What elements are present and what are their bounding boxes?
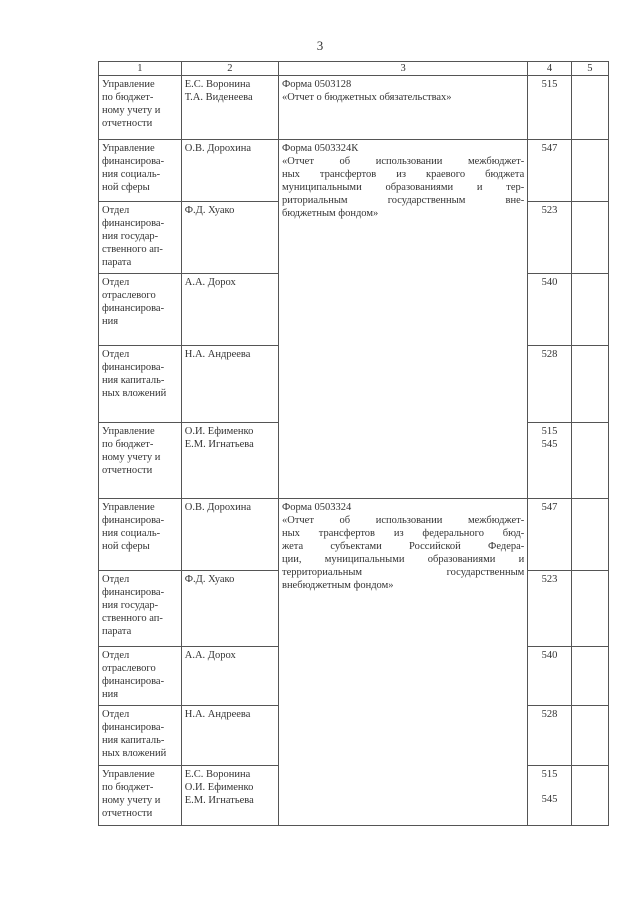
page-number: 3 [316,38,324,53]
responsible-persons-cell: А.А. Дорох [181,647,278,706]
report-form-cell [278,140,527,499]
responsible-persons-cell: Ф.Д. Хуако [181,202,278,274]
report-form-cell [278,499,527,826]
responsible-persons-cell: Н.А. Андреева [181,346,278,423]
report-form-cell [278,76,527,140]
department-cell: Управление по бюджет- ному учету и отчетности [99,76,182,140]
form-description-line: жета субъектами Российской Федера- [281,541,525,552]
empty-cell [571,140,608,202]
code-cell: 515 545 [528,423,571,499]
empty-cell [571,499,608,571]
department-cell: Отдел финансирова- ния капиталь- ных вложений [99,346,182,423]
department-cell: Отдел финансирова- ния государ- ственного ап- парата [99,571,182,647]
form-title: Форма 0503128 [281,79,352,90]
form-description-line: территориальным государственным [281,567,525,578]
code-cell: 540 [528,647,571,706]
responsible-persons-cell: О.В. Дорохина [181,140,278,202]
responsible-persons-cell: О.В. Дорохина [181,499,278,571]
code-cell: 523 [528,202,571,274]
department-cell: Управление по бюджет- ному учету и отчетности [99,423,182,499]
form-description-line: бюджетным фондом» [281,208,379,219]
column-number-3: 3 [278,62,527,76]
responsible-persons-cell: А.А. Дорох [181,274,278,346]
code-cell: 523 [528,571,571,647]
table-row [99,499,609,571]
column-number-5: 5 [571,62,608,76]
form-title: Форма 0503324 [281,502,352,513]
form-description-line: «Отчет об использовании межбюджет- [281,156,525,167]
code-cell: 528 [528,346,571,423]
empty-cell [571,647,608,706]
form-description-line: «Отчет об использовании межбюджет- [281,515,525,526]
department-cell: Отдел финансирова- ния государ- ственного ап- парата [99,202,182,274]
empty-cell [571,274,608,346]
table-row [99,140,609,202]
reporting-forms-table [98,61,609,826]
empty-cell [571,766,608,826]
form-description-line: ции, муниципальными образованиями и [281,554,525,565]
form-description-line: ных трансфертов из федерального бюд- [281,528,525,539]
column-number-2: 2 [181,62,278,76]
column-number-1: 1 [99,62,182,76]
code-cell: 547 [528,499,571,571]
department-cell: Отдел финансирова- ния капиталь- ных вложений [99,706,182,766]
form-description-line: внебюджетным фондом» [281,580,394,591]
form-title: Форма 0503324К [281,143,359,154]
responsible-persons-cell: Н.А. Андреева [181,706,278,766]
responsible-persons-cell: Е.С. Воронина Т.А. Виденеева [181,76,278,140]
department-cell: Управление финансирова- ния социаль- ной сферы [99,499,182,571]
department-cell: Управление по бюджет- ному учету и отчетности [99,766,182,826]
department-cell: Отдел отраслевого финансирова- ния [99,274,182,346]
responsible-persons-cell: О.И. Ефименко Е.М. Игнатьева [181,423,278,499]
empty-cell [571,346,608,423]
code-cell: 540 [528,274,571,346]
code-cell: 515 [528,76,571,140]
column-number-4: 4 [528,62,571,76]
empty-cell [571,423,608,499]
empty-cell [571,202,608,274]
department-cell: Управление финансирова- ния социаль- ной сферы [99,140,182,202]
form-description-line: ных трансфертов из краевого бюджета [281,169,525,180]
form-description-line: муниципальными образованиями и тер- [281,182,525,193]
code-cell: 515 545 [528,766,571,826]
responsible-persons-cell: Е.С. Воронина О.И. Ефименко Е.М. Игнатьева [181,766,278,826]
form-description-line: риториальным государственным вне- [281,195,525,206]
department-cell: Отдел отраслевого финансирова- ния [99,647,182,706]
responsible-persons-cell: Ф.Д. Хуако [181,571,278,647]
code-cell: 528 [528,706,571,766]
empty-cell [571,706,608,766]
table-row [99,76,609,140]
form-description: «Отчет о бюджетных обязательствах» [281,92,452,103]
table-header-row [99,62,609,76]
empty-cell [571,76,608,140]
empty-cell [571,571,608,647]
code-cell: 547 [528,140,571,202]
